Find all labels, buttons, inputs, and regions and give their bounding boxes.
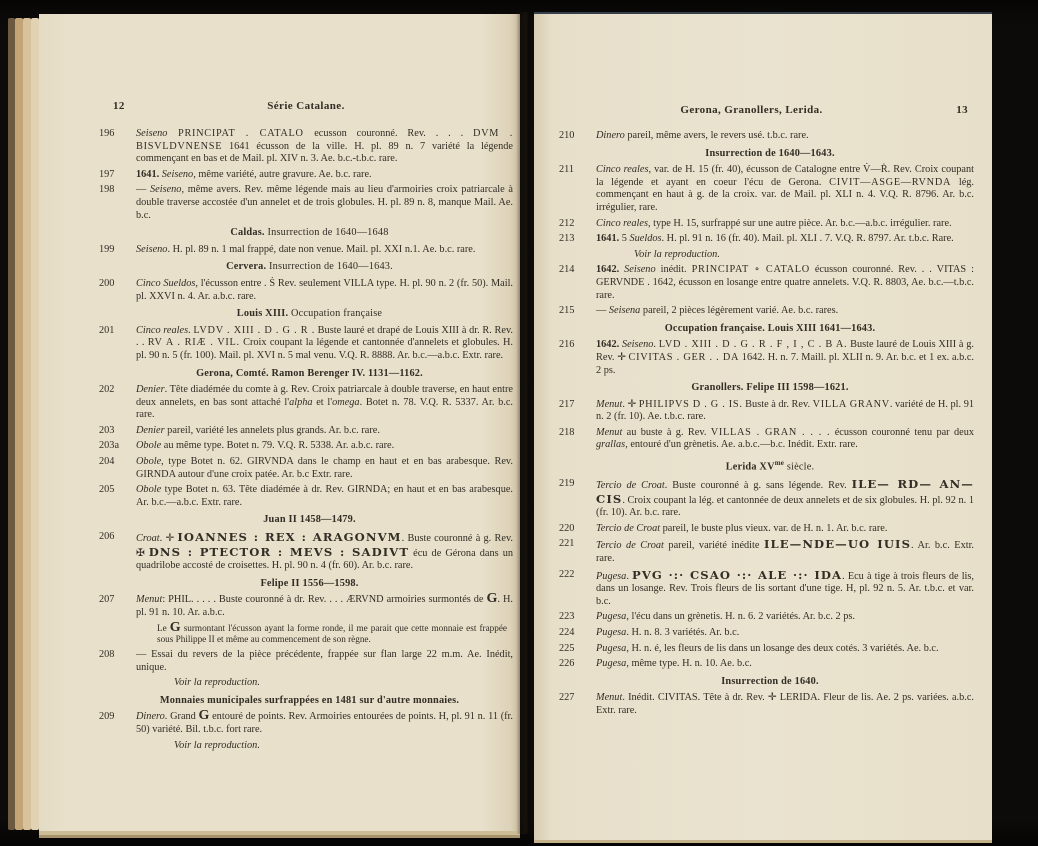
text-run: pareil, 2 pièces légèrement varié. Ae. b.c. rares. [640, 305, 839, 317]
text-run: , l'écu dans un grènetis. H. n. 6. 2 variétés. Ar. b.c. 2 ps. [626, 611, 855, 623]
text-run: Buste lauré et drapé de Louis XIII à dr. R. Rev. . . [136, 324, 514, 349]
text-run: RV A . RIÆ . VIL. [147, 337, 240, 349]
catalog-entry [99, 531, 513, 573]
text-run: . Botet n. 78. V.Q. R. 5337. Ar. b.c. rare. [136, 396, 514, 421]
catalog-entry [559, 611, 974, 624]
catalog-entry [559, 658, 974, 671]
text-run: écusson couronné tenu par deux [830, 426, 974, 438]
section-heading-bold: Lerida XV [725, 461, 775, 473]
text-run: . [188, 324, 194, 336]
catalog-entry [559, 218, 974, 231]
catalog-entry [99, 456, 513, 481]
section-heading [596, 382, 944, 395]
text-run: entouré de points. Rev. Armoiries entourées de points. H, pl. 91 n. 11 (fr. 50) variété. Bil. t.b.c. fort rare. [136, 711, 513, 735]
entry-description [596, 218, 974, 231]
text-run: lég. commençant en haut à g. de la croix. var. de Mail. pl. XLI n. 4. V.Q. R. 8796. Ar. b.c. irrégulier, rare. [596, 176, 975, 213]
catalog-entry [99, 244, 513, 257]
voir-reproduction-note: Voir la reproduction. [174, 739, 260, 751]
text-run: . [653, 339, 659, 351]
book-page-edges [15, 18, 23, 830]
catalog-entry [99, 169, 513, 182]
text-run: , même avers. Rev. même légende mais au lieu d'armoiries croix patriarcale à double traverse accostée d'un annelet et de trois globules. H. pl. 89 n. 8, manque Mail. Ae. b.c. [136, 184, 513, 221]
entry-number: 207 [99, 594, 115, 606]
text-run: G [169, 619, 181, 635]
text-run: : PHIL. . . . . Buste couronné à dr. Rev. . . . ÆRVND armoiries surmontés de [162, 594, 487, 606]
text-run: Seisena [608, 305, 641, 317]
entry-description [136, 484, 513, 509]
text-run: Obole [136, 484, 162, 496]
entry-description [596, 523, 974, 536]
voir-reproduction-note: Voir la reproduction. [174, 677, 260, 689]
entry-description [596, 611, 974, 624]
text-run: Denier [136, 424, 165, 436]
text-run: Pugesa [596, 642, 627, 654]
catalog-entry [559, 164, 974, 214]
text-run: Seiseno [136, 243, 168, 255]
catalog-entry [99, 128, 513, 166]
entry-number: 226 [559, 658, 575, 670]
text-run: écu de Gérona dans un quadrilobe accosté de croisettes. H. pl. 90 n. 4 (fr. 60). Ar. b.c. rare. [136, 547, 514, 572]
entry-number: 210 [559, 130, 575, 141]
entry-number: 196 [99, 128, 115, 139]
text-run: omega [332, 396, 360, 408]
catalog-entry [559, 233, 974, 246]
section-heading: Caldas. Insurrection de 1640—1648 [230, 227, 389, 239]
text-run: . H. n. 8. 3 variétés. Ar. b.c. [626, 627, 740, 639]
section-heading-bold: Louis XIII. [236, 308, 289, 320]
entry-number: 222 [559, 568, 575, 580]
text-run: Menut [136, 594, 163, 606]
catalog-entry [559, 399, 974, 424]
text-run: Tercio de Croat [596, 522, 661, 534]
text-run: pareil, variété inédite [663, 540, 764, 552]
text-run: Le [157, 622, 170, 633]
section-heading-bold: Cervera. [226, 261, 267, 273]
running-title: Gerona, Granollers, Lerida. [680, 104, 823, 116]
section-heading-bold: Caldas. [230, 227, 265, 239]
text-run: au buste à g. Rev. [622, 426, 711, 438]
catalog-entry [559, 427, 974, 452]
text-run: . Tête diadémée du comte à g. Rev. Croix patriarcale à double traverse, en haut entre deux annelets, en bas sont attaché l' [136, 384, 513, 408]
text-run: . H. pl. 89 n. 1 mal frappé, date non venue. Mail. pl. XXI n.1. Ae. b.c. rare. [167, 243, 476, 255]
text-run: — Essai du revers de la pièce précédente, frappée sur flan large 22 m.m. Ae. Inédit, unique. [136, 649, 513, 673]
entry-number: 198 [99, 184, 115, 196]
running-header [559, 104, 974, 118]
text-run: . Inédit. CIVITAS. Tête à dr. Rev. ✛ LERIDA. Fleur de lis. Ae. 2 ps. variées. a.b.c. Extr. rare. [596, 692, 974, 716]
catalog-entry [559, 339, 974, 377]
text-run: . H. pl. 91 n. 10. Ar. a.b.c. [136, 594, 513, 618]
entry-number: 223 [559, 611, 575, 623]
entry-number: 214 [559, 264, 575, 276]
entry-description [136, 531, 513, 573]
text-run: Pugesa [596, 611, 627, 623]
entry-description [596, 643, 974, 656]
text-run: . Croix coupant la lég. et cantonnée de deux annelets et de six globules. H. pl. 92 n. 1 (fr. 10). Ar. b.c. rare. [596, 494, 974, 519]
entry-description [596, 658, 974, 671]
catalog-entry [99, 425, 513, 438]
text-run: , l'écusson entre . Ṡ Rev. seulement VILLA type. H. pl. 90 n. 2 (fr. 50). Mail. pl. XXVI n. 4. Ar. a.b.c. rare. [136, 277, 514, 302]
text-run: PVG ·:· CSAO ·:· ALE ·:· IDA [632, 567, 843, 582]
text-run: Cinco reales [136, 324, 189, 336]
entry-description [136, 128, 513, 166]
right-page [534, 12, 992, 840]
entry-number: 219 [559, 478, 575, 490]
entry-number: 220 [559, 522, 575, 534]
catalog-entry [559, 305, 974, 318]
text-run: 1642. [596, 339, 620, 351]
text-run: Cinco reales [596, 164, 649, 176]
text-run: , type Botet n. 62. GIRVNDA dans le champ en haut et en bas arabesque. Rev. GIRNDA autour d'une croix patée. Ar. b.c Extr. rare. [136, 456, 513, 480]
entry-number: 212 [559, 217, 575, 229]
text-run: type Botet n. 63. Tête diadémée à dr. Rev. GIRNDA; en haut et en bas arabesque. Ar. b.c.—a.b.c. Extr. rare. [136, 484, 513, 508]
text-run: VILLAS . GRAN . . . . [710, 426, 831, 438]
entry-number: 216 [559, 339, 575, 351]
entry-number: 204 [99, 456, 115, 468]
catalog-entry [99, 484, 513, 509]
text-run: Buste à dr. Rev. [742, 398, 813, 410]
entry-number: 203 [99, 424, 115, 436]
text-run: Croat [136, 533, 160, 545]
text-run: CIVITAS . GER . . DA [628, 351, 740, 363]
entry-description [136, 708, 513, 736]
entry-description [596, 339, 974, 377]
text-run: PHILIPVS D . G . IS. [638, 398, 743, 410]
entry-description [136, 456, 513, 481]
text-run: Buste lauré de Louis XIII à g. Rev. ✛ [596, 339, 974, 363]
text-run: Pugesa [596, 658, 627, 670]
text-run: alpha [289, 396, 313, 408]
catalog-entry [559, 569, 974, 609]
text-run: . ✛ [159, 533, 178, 545]
section-heading-bold: Felipe II 1556—1598. [260, 577, 359, 589]
entry-description [596, 399, 974, 424]
section-heading-bold: Insurrection de 1640—1643. [705, 147, 835, 159]
entry-number: 197 [99, 168, 115, 180]
entry-description [136, 169, 513, 182]
entry-description [136, 278, 513, 303]
entry-description [596, 264, 974, 302]
section-heading-bold: Juan II 1458—1479. [263, 514, 356, 526]
entry-number: 202 [99, 384, 115, 396]
text-run: 1641. [136, 168, 160, 180]
catalog-entry [559, 130, 974, 143]
text-run: Seiseno [621, 339, 654, 351]
left-page [39, 14, 520, 831]
entry-number: 215 [559, 305, 575, 317]
entry-description [136, 325, 513, 363]
catalog-entries [559, 130, 974, 718]
text-run: . Grand [164, 711, 199, 723]
text-run: Menut [596, 398, 623, 410]
catalog-entry [559, 264, 974, 302]
text-run: Dinero [596, 130, 625, 141]
text-run: . ✛ [622, 398, 639, 410]
entry-description [136, 649, 513, 674]
catalog-entry [99, 591, 513, 619]
text-run: ILE— RD— AN—CIS [596, 477, 974, 506]
catalog-entry [99, 649, 513, 674]
running-header [99, 100, 513, 114]
page-number: 12 [113, 100, 125, 112]
text-run: DNS : PTECTOR : MEVS : SADIVT [148, 544, 410, 559]
text-run: . variété de H. pl. 91 n. 2 (fr. 10). Ae. t.b.c. rare. [596, 398, 974, 423]
text-run: Obole [136, 440, 162, 452]
entry-number: 213 [559, 233, 575, 245]
text-run: IOANNES : REX : ARAGONVM [177, 530, 402, 545]
entry-description [136, 384, 513, 422]
section-heading: Lerida $XV^{me}$ siècle. [725, 459, 815, 473]
section-heading-bold: Gerona, Comté. Ramon Berenger IV. 1131—1162. [196, 367, 423, 379]
entry-description [596, 305, 974, 318]
section-heading [136, 514, 483, 527]
text-run: . Ar. b.c. Extr. rare. [596, 540, 975, 565]
entry-number: 205 [99, 484, 115, 496]
text-run: Tercio de Croat [596, 480, 665, 492]
catalog-entries [99, 128, 513, 752]
catalog-entry [99, 278, 513, 303]
text-run: . H. pl. 91 n. 16 (fr. 40). Mail. pl. XLI . 7. V.Q. R. 8797. Ar. t.b.c. Rare. [661, 233, 954, 245]
text-run: au même type. Botet n. 79. V.Q. R. 5338. Ar. a.b.c. rare. [161, 440, 395, 452]
entry-description [596, 627, 974, 640]
entry-description [596, 427, 974, 452]
text-run: Croix coupant la légende et cantonnée d'annelets et globules. H. pl. 90 n. 5 (fr. 100). Mail. pl. XVI n. 5 mal venu. V.Q. R. 8888. Ar. b.c.—a.b.c. Extr. rare. [136, 337, 513, 361]
entry-description [136, 425, 513, 438]
book-page-edges [23, 18, 31, 830]
text-run: pareil, variété les annelets plus grands. Ar. b.c. rare. [164, 424, 380, 436]
text-run: G [486, 591, 498, 607]
text-run: inédit. [655, 264, 692, 276]
entry-number: 206 [99, 531, 115, 543]
catalog-entry [559, 523, 974, 536]
book-page-edges [8, 18, 15, 830]
entry-description [596, 233, 974, 246]
entry-number: 200 [99, 277, 115, 289]
entry-description [596, 538, 974, 565]
entry-description [596, 692, 974, 717]
superscript: me [774, 459, 785, 468]
section-heading: Cervera. Insurrection de 1640—1643. [226, 261, 393, 273]
text-run: Seiseno [161, 168, 194, 180]
entry-description [136, 244, 513, 257]
running-title: Série Catalane. [267, 100, 345, 112]
entry-description [596, 569, 974, 609]
section-heading-bold: Occupation française. Louis XIII 1641—1643. [664, 322, 876, 334]
entry-description [596, 164, 974, 214]
entry-number: 211 [559, 164, 575, 176]
entry-number: 203a [99, 440, 120, 452]
catalog-entry [99, 708, 513, 736]
entry-number: 224 [559, 627, 575, 639]
entry-description [596, 478, 974, 520]
text-run: , entouré d'un grènetis. Ae. a.b.c.—b.c. Inédit. Extr. rare. [625, 439, 858, 451]
page-number: 13 [956, 104, 968, 116]
entry-number: 225 [559, 642, 575, 654]
text-run: Dinero [136, 711, 165, 723]
text-run: écusson couronné. Rev. . . VITAS : GERVNDE . 1642, écusson en losange entre quatre annelets. V.Q. R. 8803, Ae. b.c.—t.b.c. rare. [596, 264, 974, 301]
section-heading [136, 368, 483, 381]
catalog-entry [99, 440, 513, 453]
text-run: grallas [596, 439, 626, 451]
text-run: Cinco reales [596, 217, 648, 229]
text-run: CIVIT—ASGE—RVNDA [829, 176, 952, 188]
text-run: Sueldos [629, 233, 662, 245]
section-heading [136, 578, 483, 591]
text-run: VILLA GRANV [812, 398, 890, 410]
text-run: , var. de H. 15 (fr. 40), écusson de Catalogne entre V̇—Ṙ. Rev. Croix coupant la légende et ayant en coeur l'écu de Gerona. [596, 164, 974, 188]
section-heading [596, 323, 944, 336]
catalog-entry [99, 325, 513, 363]
entry-number: 209 [99, 711, 115, 723]
text-run: Menut [596, 426, 623, 438]
text-run: LVD . XIII . D . G . R . F , I , C . B A. [658, 339, 848, 351]
section-heading [596, 148, 944, 161]
book-page-edges [31, 18, 39, 830]
catalog-entry [99, 184, 513, 222]
entry-description [136, 591, 513, 619]
entry-description [596, 130, 974, 143]
text-run: LVDV . XIII . D . G . R . [193, 324, 315, 336]
text-run: , même type. H. n. 10. Ae. b.c. [626, 658, 752, 670]
voir-reproduction-note: Voir la reproduction. [634, 248, 720, 260]
section-heading [596, 676, 944, 689]
section-heading-bold: Monnaies municipales surfrappées en 1481 sur d'autre monnaies. [159, 694, 460, 706]
text-run: Obole [136, 456, 162, 468]
entry-description [136, 440, 513, 453]
entry-number: 227 [559, 692, 575, 704]
entry-number: 221 [559, 538, 575, 550]
text-run: ecusson couronné. Rev. . . . [314, 128, 474, 139]
footnote [157, 619, 507, 645]
entry-number: 208 [99, 649, 115, 660]
text-run: . [626, 570, 633, 582]
entry-number: 201 [99, 324, 115, 336]
entry-number: 218 [559, 426, 575, 438]
text-run: , même variété, autre gravure. Ae. b.c. rare. [193, 168, 372, 180]
text-run: 1641. [596, 233, 620, 245]
text-run: Seiseno [149, 184, 182, 196]
text-run: . Buste couronné à g. Rev. ✠ [136, 533, 514, 559]
text-run: ILE—NDE—UO IUIS [763, 537, 912, 552]
text-run: . Buste couronné à g. sans légende. Rev. [664, 480, 852, 492]
entry-description [136, 184, 513, 222]
catalog-entry [559, 692, 974, 717]
text-run: Tercio de Croat [596, 540, 664, 552]
text-run: 5 [619, 233, 630, 245]
catalog-entry [559, 643, 974, 656]
text-run: PRINCIPAT . CATALO [167, 128, 315, 139]
section-heading: Louis XIII. Occupation française [236, 308, 383, 320]
section-heading-bold: Granollers. Felipe III 1598—1621. [691, 382, 849, 394]
text-run: Denier [136, 384, 165, 396]
text-run: , type H. 15, surfrappé sur une autre pièce. Ar. b.c.—a.b.c. irrégulier. rare. [647, 217, 952, 229]
catalog-entry [559, 538, 974, 565]
catalog-entry [559, 627, 974, 640]
text-run: 1641 écusson de la ville. H. pl. 89 n. 7 variété la légende commençant en bas et de Mail. pl. XIV n. 3. Ae. b.c.-t.b.c. rare. [136, 140, 513, 165]
text-run: et l' [312, 396, 333, 408]
text-run: — [596, 305, 609, 317]
text-run: . Ecu à tige à trois fleurs de lis, dans un losange. Rev. Trois fleurs de lis sortant d'une tige. H, pl. 92 n. 5. Ar. t.b.c. et var. b.c. [596, 570, 975, 607]
text-run: surmontant l'écusson ayant la forme ronde, il me parait que cette monnaie est frappée sous Philippe II et même au commencement de son règne. [157, 622, 507, 644]
text-run: PRINCIPAT ∘ CATALO [691, 264, 810, 276]
text-run: pareil, le buste plus vieux. var. de H. n. 1. Ar. b.c. rare. [660, 522, 888, 534]
entry-number: 217 [559, 398, 575, 410]
text-run: , H. n. é, les fleurs de lis dans un losange des deux cotés. 3 variétés. Ae. b.c. [626, 642, 939, 654]
text-run: — [136, 184, 150, 196]
text-run: pareil, même avers, le revers usé. t.b.c. rare. [624, 130, 809, 141]
section-heading [136, 695, 483, 708]
text-run: G [198, 708, 210, 724]
text-run: Seiseno [624, 264, 656, 276]
text-run: Cinco Sueldos [136, 277, 196, 289]
text-run: 1642. H. n. 7. Maill. pl. XLII n. 9. Ar. b.c. et 1 ex. a.b.c. 2 ps. [596, 351, 974, 376]
text-run: Pugesa [596, 570, 627, 582]
text-run: Menut [596, 692, 623, 704]
text-run: 1642. [596, 264, 620, 276]
catalog-entry [559, 478, 974, 520]
text-run: DVM . BISVLDVNENSE [136, 128, 513, 152]
entry-number: 199 [99, 243, 115, 255]
catalog-entry [99, 384, 513, 422]
text-run: Pugesa [596, 627, 627, 639]
section-heading-bold: Insurrection de 1640. [721, 675, 819, 687]
text-run: Seiseno [136, 128, 168, 139]
